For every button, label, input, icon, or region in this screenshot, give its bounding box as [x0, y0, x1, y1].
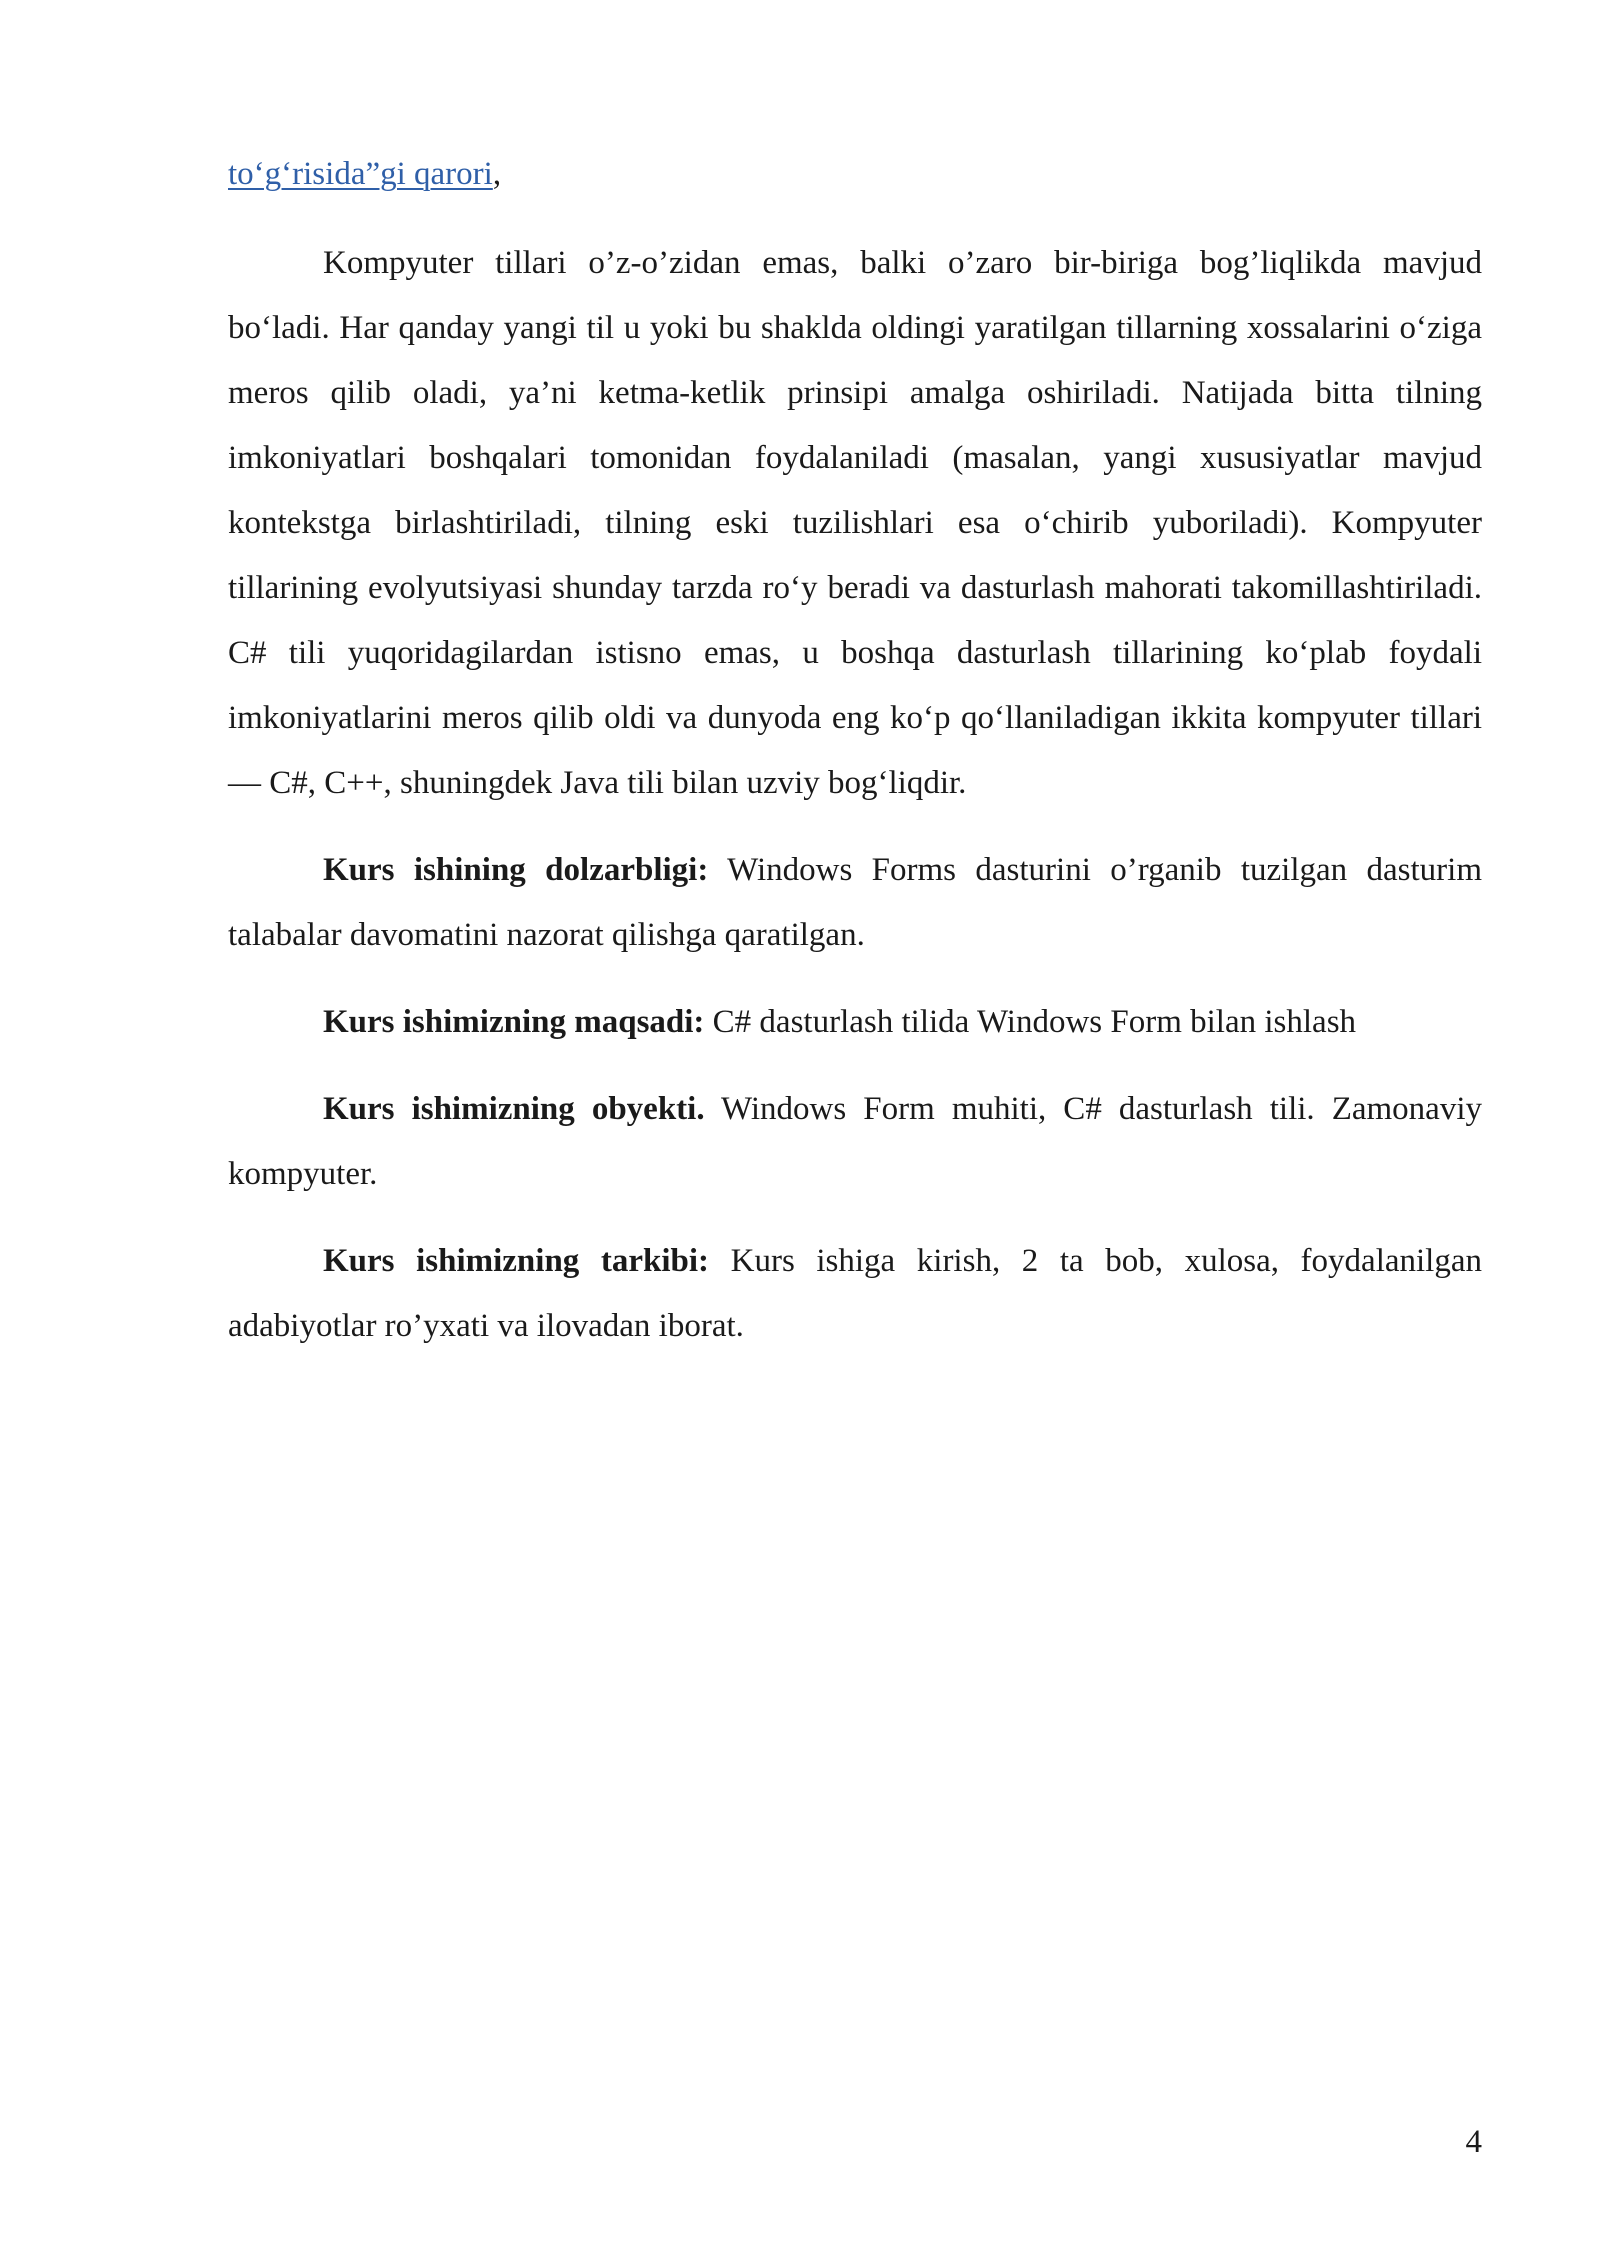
- object-paragraph: [228, 1077, 1482, 1207]
- goal-paragraph: [228, 990, 1482, 1055]
- structure-text: Kurs ishiga kirish, 2 ta bob, xulosa, foydalanilgan adabiyotlar ro’yxati va ilovadan iborat.: [228, 1243, 1482, 1344]
- page-number: 4: [1465, 2124, 1482, 2160]
- goal-text: C# dasturlash tilida Windows Form bilan ishlash: [704, 1004, 1357, 1040]
- relevance-text: Windows Forms dasturini o’rganib tuzilgan dasturim talabalar davomatini nazorat qilishga qaratilgan.: [228, 852, 1482, 953]
- object-text: Windows Form muhiti, C# dasturlash tili. Zamonaviy kompyuter.: [228, 1091, 1482, 1192]
- page-content: [228, 142, 1482, 1359]
- structure-paragraph: [228, 1229, 1482, 1359]
- link-separator: ,: [492, 156, 502, 192]
- relevance-label: Kurs ishining dolzarbligi:: [323, 852, 709, 888]
- decree-link[interactable]: to‘g‘risida”gi qarori: [228, 156, 493, 192]
- structure-label: Kurs ishimizning tarkibi:: [323, 1243, 710, 1279]
- opening-paragraph: [228, 142, 1482, 207]
- body-paragraph: Kompyuter tillari o’z-o’zidan emas, balki o’zaro bir-biriga bog’liqlikda mavjud bo‘ladi. Har qanday yangi til u yoki bu shaklda oldingi yaratilgan tillarning xossalarini o‘ziga meros qilib oladi, ya’ni ketma-ketlik prinsipi amalga oshiriladi. Natijada bitta tilning imkoniyatlari boshqalari tomonidan foydalaniladi (masalan, yangi xususiyatlar mavjud kontekstga birlashtiriladi, tilning eski tuzilishlari esa o‘chirib yuboriladi). Kompyuter tillarining evolyutsiyasi shunday tarzda ro‘y beradi va dasturlash mahorati takomillashtiriladi. C# tili yuqoridagilardan istisno emas, u boshqa dasturlash tillarining ko‘plab foydali imkoniyatlarini meros qilib oldi va dunyoda eng ko‘p qo‘llaniladigan ikkita kompyuter tillari — C#, C++, shuningdek Java tili bilan uzviy bog‘liqdir.: [228, 245, 1482, 801]
- relevance-paragraph: [228, 838, 1482, 968]
- goal-label: Kurs ishimizning maqsadi:: [323, 1004, 705, 1040]
- object-label: Kurs ishimizning obyekti.: [323, 1091, 705, 1127]
